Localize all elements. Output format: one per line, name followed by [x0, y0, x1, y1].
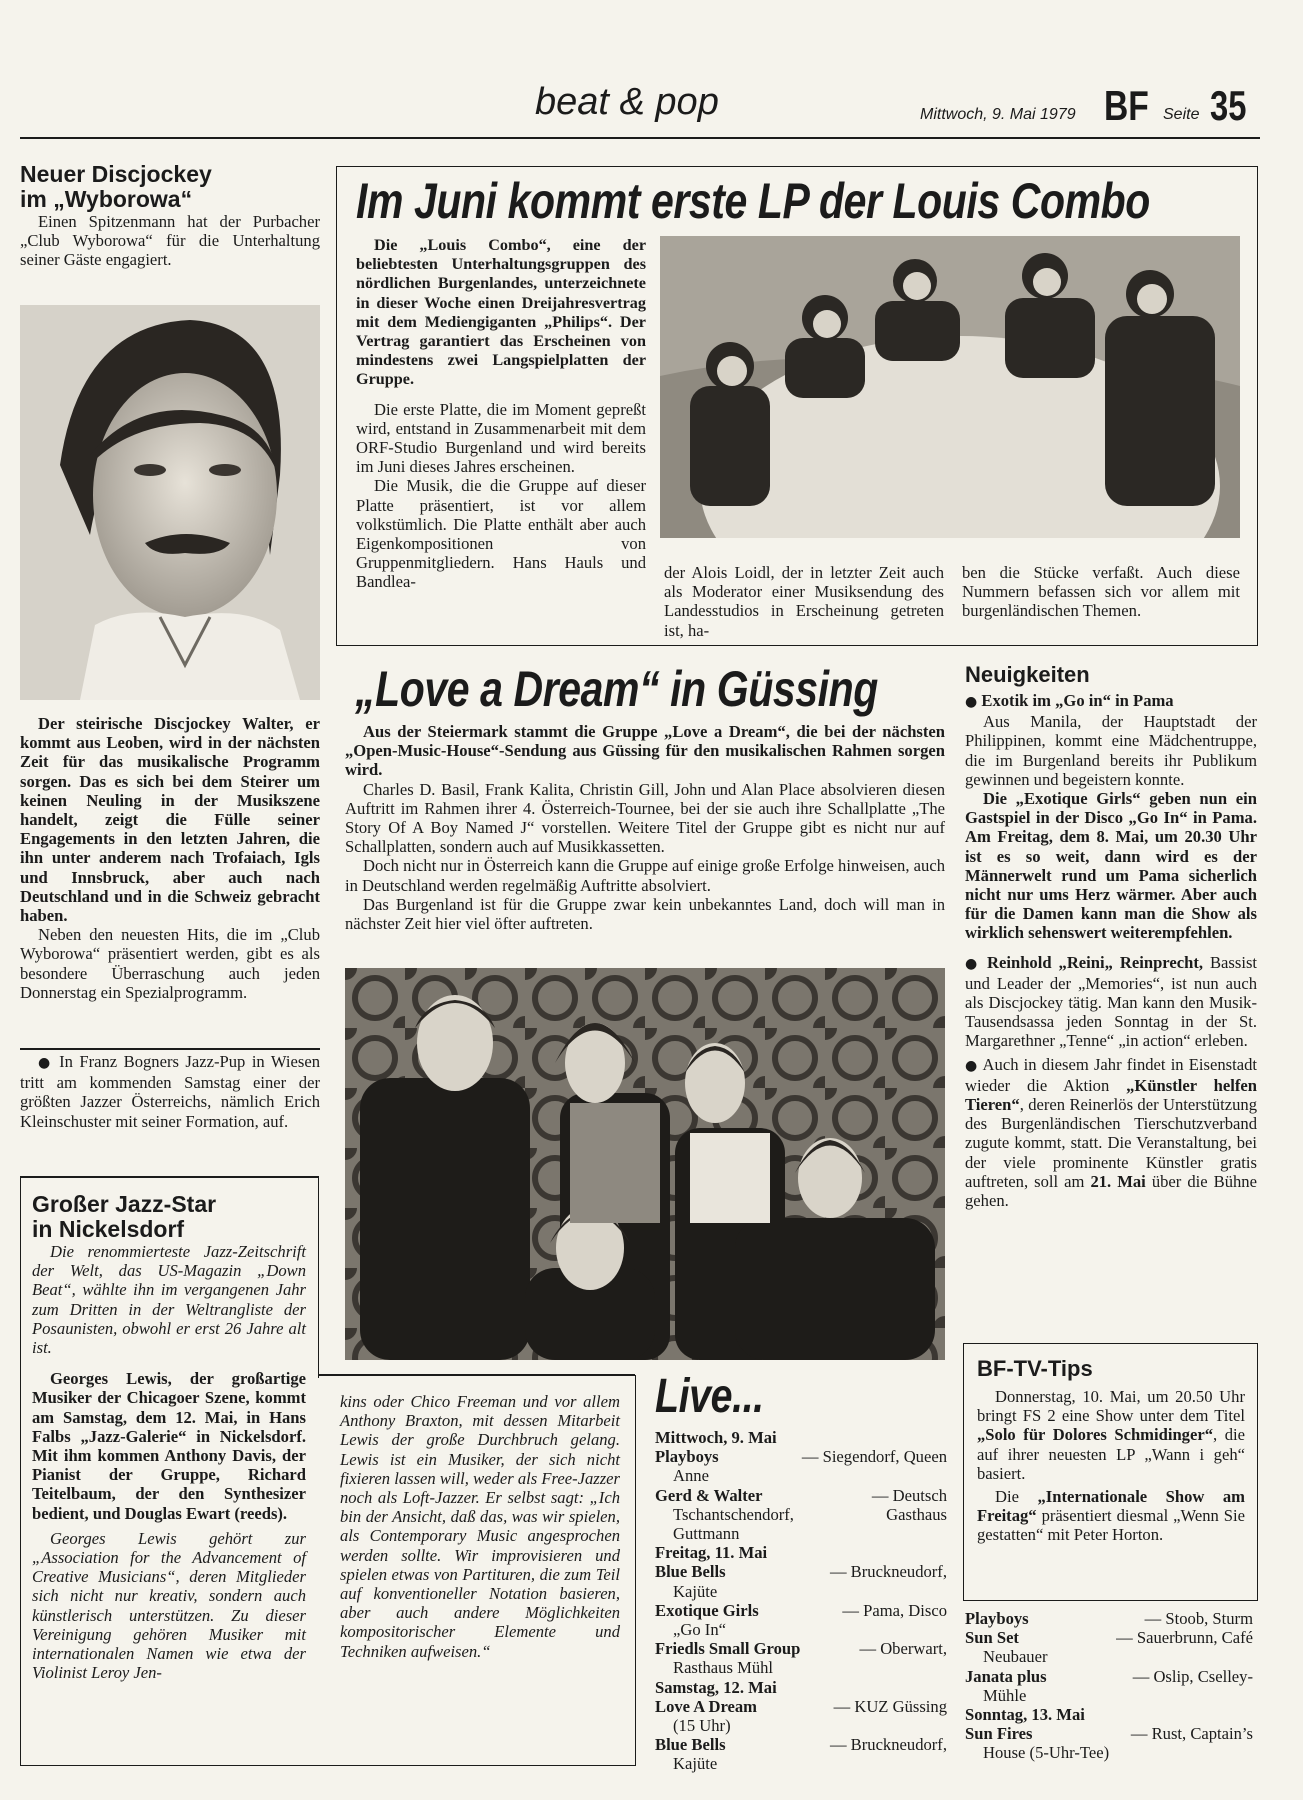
jazz-star-title-2: in Nickelsdorf: [32, 1216, 185, 1242]
live-entry: [655, 1601, 947, 1620]
live-entry-act: Blue Bells: [655, 1562, 726, 1582]
live-day: Mittwoch, 9. Mai: [655, 1428, 777, 1447]
live-entry: [655, 1486, 947, 1505]
live-entry: [655, 1697, 947, 1716]
jazz-star-title-1: Großer Jazz-Star: [32, 1191, 217, 1217]
bullet-icon: ●: [38, 1055, 53, 1071]
bullet-icon: ●: [965, 1057, 979, 1074]
live-entry: [965, 1628, 1253, 1647]
tv-tips-article: [977, 1356, 1245, 1545]
love-dream-lead: Aus der Steiermark stammt die Gruppe „Love a Dream“, die bei der nächsten „Open-Music-House“-Sendung aus Güssing für den musikalischen Rahmen sorgen wird.: [345, 722, 945, 780]
live-entry: [655, 1639, 947, 1658]
live-entries: [655, 1428, 947, 1774]
jazz-star-top-rule: [20, 1176, 319, 1178]
neuigkeiten-title: Neuigkeiten: [965, 662, 1090, 687]
live-entry-act: Gerd & Walter: [655, 1485, 763, 1505]
louis-combo-col1: [356, 236, 646, 592]
love-dream-body: [345, 722, 945, 933]
live-entries-2: [965, 1609, 1253, 1763]
tv-tips-title: BF-TV-Tips: [977, 1356, 1093, 1381]
live-day: Sonntag, 13. Mai: [965, 1705, 1085, 1725]
tv-tips-p2: Die „Internationale Show am Freitag“ präsentiert diesmal „Wenn Sie gestatten“ mit Peter Horton.: [977, 1487, 1245, 1545]
love-dream-para1: Charles D. Basil, Frank Kalita, Christin Gill, John und Alan Place absolvieren diesen Auftritt im Rahmen ihrer 4. Österreich-Tournee, bei der sie auch ihre Schallplatte „The Story Of A Boy Named J“ vorstellen. Weitere Titel der Gruppe gibt es nicht nur auf Schallplatten, sondern auch auf Musikkassetten.: [345, 779, 945, 857]
louis-combo-photo: [660, 236, 1240, 538]
live-entry-continued: (15 Uhr): [673, 1716, 731, 1736]
live-entry-venue: — Rust, Captain’s: [1130, 1724, 1253, 1744]
live-entry-continued: Kajüte: [673, 1581, 718, 1601]
jazz-star-lead: Die renommierteste Jazz-Zeitschrift der Welt, das US-Magazin „Down Beat“, wählte ihn im vergangenen Jahr zum Dritten in der Weltrangliste der Posaunisten, obwohl er erst 26 Jahre alt ist.: [32, 1242, 306, 1358]
live-day: Freitag, 11. Mai: [655, 1543, 768, 1563]
live-entry-act: Friedls Small Group: [655, 1639, 801, 1659]
live-entry: [655, 1505, 947, 1524]
live-entry-act: Tschantschendorf,: [673, 1504, 794, 1524]
neuigkeiten-item1-body: Aus Manila, der Hauptstadt der Philippinen, kommt eine Mädchentruppe, die im Burgenland bereits ihr Publikum gewinnen und begeistern konnte.: [965, 712, 1257, 789]
live-entry: [655, 1562, 947, 1581]
live-entry-venue: — Sauerbrunn, Café: [1116, 1628, 1253, 1648]
live-entry-act: Exotique Girls: [655, 1600, 759, 1620]
live-entry-venue: — Bruckneudorf,: [829, 1735, 947, 1755]
neuigkeiten-column: [965, 662, 1257, 1210]
love-dream-para3: Das Burgenland ist für die Gruppe zwar kein unbekanntes Land, doch will man in nächster Zeit hier viel öfter auftreten.: [345, 894, 945, 934]
bogner-jazz-text: ● In Franz Bogners Jazz-Pup in Wiesen tritt am kommenden Samstag einer der größten Jazzer Österreichs, nämlich Erich Kleinschuster mit seiner Formation, auf.: [20, 1052, 321, 1131]
newspaper-logo: BF: [1104, 82, 1149, 129]
discjockey-body: [20, 714, 320, 1002]
louis-combo-col3: [962, 563, 1240, 621]
live-list-2: [965, 1609, 1253, 1763]
live-entry-act: Sun Set: [965, 1628, 1019, 1648]
jazz-star-italic: Georges Lewis gehört zur „Association for the Advancement of Creative Musicians“, deren Mitglieder sich nicht nur kreativ, sondern auch künstlerisch unterstützen. Zu dieser Vereinigung gehören Musiker mit internationalen Namen wie etwa der Violinist Leroy Jen-: [32, 1528, 306, 1683]
live-entry-venue: — Oberwart,: [859, 1639, 947, 1659]
jazz-star-article: [32, 1192, 306, 1682]
live-entry-act: Playboys: [965, 1609, 1029, 1628]
live-entry: [965, 1667, 1253, 1686]
tv-tips-p1: Donnerstag, 10. Mai, um 20.50 Uhr bringt FS 2 eine Show unter dem Titel „Solo für Dolores Schmidinger“, die auf ihrer neuesten LP „Wann i geh“ basiert.: [977, 1387, 1245, 1483]
love-dream-headline: „Love a Dream“ in Güssing: [355, 661, 878, 717]
discjockey-intro: Einen Spitzenmann hat der Purbacher „Club Wyborowa“ für die Unterhaltung seiner Gäste engagiert.: [20, 212, 320, 270]
live-list: [655, 1428, 947, 1774]
live-entry-continued: „Go In“: [673, 1620, 726, 1640]
live-day: Samstag, 12. Mai: [655, 1677, 777, 1697]
live-entry-venue: — Oslip, Cselley-: [1132, 1666, 1253, 1686]
live-entry-continued: Kajüte: [673, 1754, 718, 1774]
live-entry-venue: — Siegendorf, Queen: [801, 1447, 947, 1467]
discjockey-article: [20, 162, 320, 270]
section-title: beat & pop: [535, 81, 719, 123]
page-number: 35: [1210, 82, 1247, 129]
neuigkeiten-item1-head: ● Exotik im „Go in“ in Pama: [965, 691, 1174, 710]
live-entry-continued: Guttmann: [673, 1524, 740, 1544]
discjockey-title-1: Neuer Discjockey: [20, 161, 212, 187]
louis-combo-col3-text: ben die Stücke verfaßt. Auch diese Nummern befassen sich vor allem mit burgenländischen Themen.: [962, 563, 1240, 621]
live-title: Live...: [655, 1370, 764, 1423]
love-dream-para2: Doch nicht nur in Österreich kann die Gruppe auf einige große Erfolge hinweisen, auch in Deutschland werden regelmäßig Auftritte absolviert.: [345, 856, 945, 895]
live-entry: [655, 1447, 947, 1466]
discjockey-title-2: im „Wyborowa“: [20, 186, 193, 212]
live-entry-venue: — Stoob, Sturm: [1144, 1609, 1253, 1628]
live-entry-act: Playboys: [655, 1447, 719, 1467]
discjockey-body-bold: Der steirische Discjockey Walter, er kommt aus Leoben, wird in der nächsten Zeit für das musikalische Programm sorgen. Das es sich bei dem Steirer um keinen Neuling in der Musikszene handelt, zeigt die Fülle seiner Engagements in den letzten Jahren, die ihn unter anderem nach Trofaiach, Igls und Innsbruck, aber auch nach Deutschland und in die Schweiz gebracht haben.: [20, 714, 320, 926]
live-entry: [965, 1609, 1253, 1628]
live-entry-act: Janata plus: [965, 1666, 1047, 1686]
discjockey-portrait: [20, 305, 320, 700]
bullet-icon: ●: [965, 694, 978, 710]
live-entry-venue: — Bruckneudorf,: [829, 1562, 947, 1582]
louis-combo-para3: Die Musik, die die Gruppe auf dieser Platte präsentiert, ist vor allem volkstümlich. Die Platte enthält aber auch Eigenkompositionen von Gruppenmitgliedern. Hans Hauls und Bandlea-: [356, 476, 646, 592]
live-entry-continued: Rasthaus Mühl: [673, 1658, 774, 1678]
neuigkeiten-item2: ● Reinhold „Reini„ Reinprecht, Bassist und Leader der „Memories“, ist nun auch als Discjockey tätig. Man kann den Musik-Tausendsassa jeden Sonntag in der St. Margarethner „Tenne“ „in action“ erleben.: [965, 952, 1258, 1051]
live-entry: [965, 1724, 1253, 1743]
louis-combo-para2: Die erste Platte, die im Moment gepreßt wird, entstand in Zusammenarbeit mit dem ORF-Studio Burgenland und wird bereits im Juni dieses Jahres erscheinen.: [356, 399, 646, 477]
jazz-star-col2: [340, 1392, 620, 1661]
love-dream-photo: [345, 968, 945, 1360]
issue-date: Mittwoch, 9. Mai 1979: [920, 106, 1076, 123]
discjockey-body-2: Neben den neuesten Hits, die im „Club Wyborowa“ präsentiert werden, gibt es als besondere Überraschung auch jeden Donnerstag ein Spezialprogramm.: [20, 925, 320, 1002]
jazz-star-bold: Georges Lewis, der großartige Musiker der Chicagoer Szene, kommt am Samstag, dem 12. Mai, in Hans Falbs „Jazz-Galerie“ in Nickelsdorf. Mit ihm kommen Anthony Davis, der Pianist der Gruppe, Richard Teitelbaum, der den Synthesizer bedient, und Douglas Ewart (reeds).: [32, 1369, 306, 1523]
louis-combo-headline: Im Juni kommt erste LP der Louis Combo: [356, 173, 1150, 229]
louis-combo-col2-text: der Alois Loidl, der in letzter Zeit auch als Moderator einer Musiksendung des Landesstudios in Erscheinung getreten ist, ha-: [664, 563, 944, 640]
live-entry-venue: — Deutsch: [871, 1485, 947, 1505]
live-entry-continued: Mühle: [983, 1685, 1027, 1705]
louis-combo-col2: [664, 563, 944, 640]
live-entry: [655, 1735, 947, 1754]
page-label: Seite: [1163, 106, 1200, 123]
live-entry-continued: Anne: [673, 1466, 709, 1486]
jazz-star-step-rule: [318, 1374, 635, 1376]
louis-combo-lead: Die „Louis Combo“, eine der beliebtesten Unterhaltungsgruppen des nördlichen Burgenlandes, unterzeichnete in dieser Woche einen Dreijahresvertrag mit dem Mediengiganten „Philips“. Der Vertrag garantiert das Erscheinen von mindestens zwei Langspielplatten der Gruppe.: [356, 236, 646, 389]
live-entry-continued: Neubauer: [983, 1647, 1048, 1667]
divider-bogner: [20, 1048, 320, 1050]
live-entry-act: Sun Fires: [965, 1724, 1033, 1744]
live-entry-venue: — KUZ Güssing: [833, 1696, 947, 1716]
bogner-jazz-item: [20, 1052, 320, 1131]
live-entry-continued: House (5-Uhr-Tee): [983, 1743, 1110, 1763]
live-entry-venue: Gasthaus: [886, 1504, 947, 1524]
header-rule: [20, 137, 1260, 139]
live-entry-venue: — Pama, Disco: [842, 1600, 947, 1620]
bullet-icon: ●: [965, 955, 981, 972]
neuigkeiten-item3: ● Auch in diesem Jahr findet in Eisenstadt wieder die Aktion „Künstler helfen Tieren“, deren Reinerlös der Unterstützung des Burgenländischen Tierschutzverband zugute kommt, statt. Die Veranstaltung, bei der viele prominente Künstler gratis auftreten, soll am 21. Mai über die Bühne gehen.: [965, 1054, 1257, 1211]
jazz-star-col2-text: kins oder Chico Freeman und vor allem Anthony Braxton, mit dessen Mitarbeit Lewis der große Durchbruch gelang. Lewis ist ein Musiker, der sich nicht fixieren lassen will, weder als Free-Jazzer noch als Loft-Jazzer. Er selbst sagt: „Ich bin der Ansicht, daß das, was wir spielen, als Contemporary Music angesprochen werden sollte. Wir improvisieren und spielen etwas von Partituren, die zum Teil auf konventioneller Notation basieren, aber auch andere Möglichkeiten kompositorischer Elemente und Techniken aufweisen.“: [340, 1392, 620, 1661]
live-entry-act: Love A Dream: [655, 1696, 758, 1716]
live-entry-act: Blue Bells: [655, 1735, 726, 1755]
neuigkeiten-item1-bold: Die „Exotique Girls“ geben nun ein Gastspiel in der Disco „Go In“ in Pama. Am Freitag, dem 8. Mai, um 20.30 Uhr ist es so weit, dann wird es der Männerwelt rund um Pama sicherlich nicht nur ums Herz wärmer. Aber auch für die Damen kann man die Show als wirklich sehenswert weiterempfehlen.: [965, 789, 1257, 943]
